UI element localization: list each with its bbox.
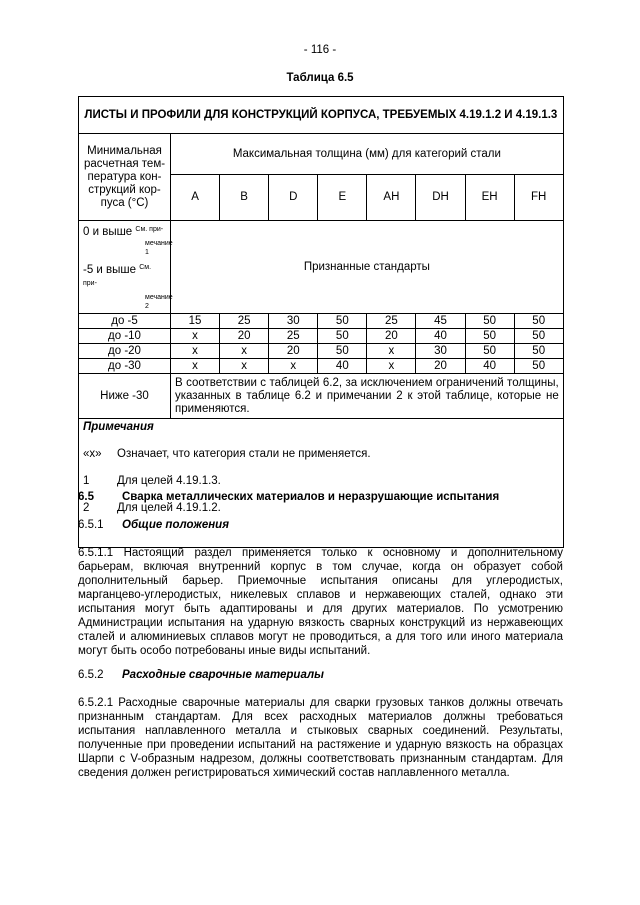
table-cell: 50 (514, 329, 563, 344)
min-temp-header: Минимальная расчетная тем-пература кон-струкций кор-пуса (°C) (79, 134, 171, 221)
table-row (79, 329, 564, 344)
section-number: 6.5 (78, 491, 94, 503)
table-cell: x (171, 344, 220, 359)
temp-zero: 0 и выше (83, 226, 133, 238)
grade-header: EH (465, 175, 514, 221)
table-cell: 20 (269, 344, 318, 359)
notes-title: Примечания (83, 421, 154, 433)
page-number: - 116 - (303, 44, 337, 56)
section-heading-6-5 (78, 490, 563, 504)
grade-header: AH (367, 175, 416, 221)
table-row (79, 359, 564, 374)
table-row (79, 314, 564, 329)
table-cell: 40 (465, 359, 514, 374)
recognized-standards-temps (79, 221, 171, 314)
table-cell: x (171, 359, 220, 374)
note-text: Для целей 4.19.1.3. (117, 475, 221, 487)
table-cell: 20 (416, 359, 465, 374)
row-label: до -30 (79, 359, 171, 374)
table-cell: x (269, 359, 318, 374)
table-cell: 20 (367, 329, 416, 344)
table-cell: 30 (416, 344, 465, 359)
table-cell: 40 (318, 359, 367, 374)
table-caption: Таблица 6.5 (286, 72, 354, 84)
temp-zero-note-cont: мечание 1 (145, 240, 173, 256)
table-cell: 50 (318, 344, 367, 359)
grade-header: FH (514, 175, 563, 221)
row-label: до -5 (79, 314, 171, 329)
note-item (83, 448, 559, 461)
table-cell: 50 (514, 344, 563, 359)
note-key: «x» (83, 448, 102, 460)
table-cell: 50 (465, 314, 514, 329)
row-label: до -10 (79, 329, 171, 344)
subsection-title: Общие положения (122, 519, 229, 531)
temp-zero-note: См. при- (135, 226, 164, 233)
table-cell: 40 (416, 329, 465, 344)
paragraph-6-5-1-1: 6.5.1.1 Настоящий раздел применяется только к основному и дополнительному барьерам, включая внутренний корпус в том случае, когда он образует собой дополнительный барьер. Приемочные испытания описаны для углеродистых, марганцево-углеродистых, никелевых сплавов и нержавеющих сталей, однако эти испытания могут быть адаптированы и для других материалов. По усмотрению Администрации испытания на ударную вязкость сварных конструкций из нержавеющих сталей и алюминиевых сплавов могут не проводиться, а для того или иного материала могут быть особо потребованы иные виды испытаний. (78, 547, 563, 657)
subsection-number: 6.5.2 (78, 669, 104, 681)
table-cell: 50 (514, 359, 563, 374)
note-item (83, 475, 559, 488)
grade-header: D (269, 175, 318, 221)
table-cell: 25 (269, 329, 318, 344)
table-cell: 50 (318, 314, 367, 329)
table-cell: 50 (318, 329, 367, 344)
subsection-heading-6-5-1 (78, 518, 563, 532)
table-cell: x (220, 359, 269, 374)
table-cell: 15 (171, 314, 220, 329)
table-cell: 45 (416, 314, 465, 329)
below-30-text: В соответствии с таблицей 6.2, за исключением ограничений толщины, указанных в таблице 6.2 и примечании 2 к этой таблице, которые не применяются. (171, 374, 564, 419)
temp-minus5-note-cont: мечание 2 (145, 294, 173, 310)
grade-header: A (171, 175, 220, 221)
note-key: 2 (83, 502, 90, 514)
note-key: 1 (83, 475, 90, 487)
subsection-title: Расходные сварочные материалы (122, 669, 324, 681)
row-label: до -20 (79, 344, 171, 359)
subsection-heading-6-5-2 (78, 668, 563, 682)
table-cell: x (220, 344, 269, 359)
below-30-label: Ниже -30 (79, 374, 171, 419)
section-title: Сварка металлических материалов и неразрушающие испытания (122, 491, 500, 503)
table-row (79, 344, 564, 359)
temp-minus5-note: См. при- (83, 264, 152, 287)
subsection-number: 6.5.1 (78, 519, 104, 531)
table-cell: x (171, 329, 220, 344)
table-cell: 50 (465, 329, 514, 344)
steel-thickness-table (78, 96, 564, 548)
table-cell: 50 (465, 344, 514, 359)
grade-header: E (318, 175, 367, 221)
table-cell: 25 (220, 314, 269, 329)
table-cell: x (367, 344, 416, 359)
max-thickness-header: Максимальная толщина (мм) для категорий стали (171, 134, 564, 175)
grade-header: DH (416, 175, 465, 221)
grade-header: B (220, 175, 269, 221)
table-cell: 30 (269, 314, 318, 329)
note-text: Означает, что категория стали не применяется. (117, 448, 371, 460)
table-cell: 50 (514, 314, 563, 329)
table-cell: x (367, 359, 416, 374)
table-cell: 20 (220, 329, 269, 344)
temp-minus5: -5 и выше (83, 264, 137, 276)
paragraph-6-5-2-1: 6.5.2.1 Расходные сварочные материалы для сварки грузовых танков должны отвечать признанным стандартам. Для всех расходных материалов должны требоваться испытания наплавленного металла и стыковых сварных соединений. Результаты, полученные при проведении испытаний на растяжение и ударную вязкость на образцах Шарпи с V-образным надрезом, должны соответствовать признанным стандартам. Для сведения должен регистрироваться химический состав наплавленного металла. (78, 697, 563, 779)
note-text: Для целей 4.19.1.2. (117, 502, 221, 514)
table-title: ЛИСТЫ И ПРОФИЛИ ДЛЯ КОНСТРУКЦИЙ КОРПУСА, ТРЕБУЕМЫХ 4.19.1.2 И 4.19.1.3 (79, 97, 564, 134)
recognized-standards: Признанные стандарты (171, 221, 564, 314)
table-cell: 25 (367, 314, 416, 329)
